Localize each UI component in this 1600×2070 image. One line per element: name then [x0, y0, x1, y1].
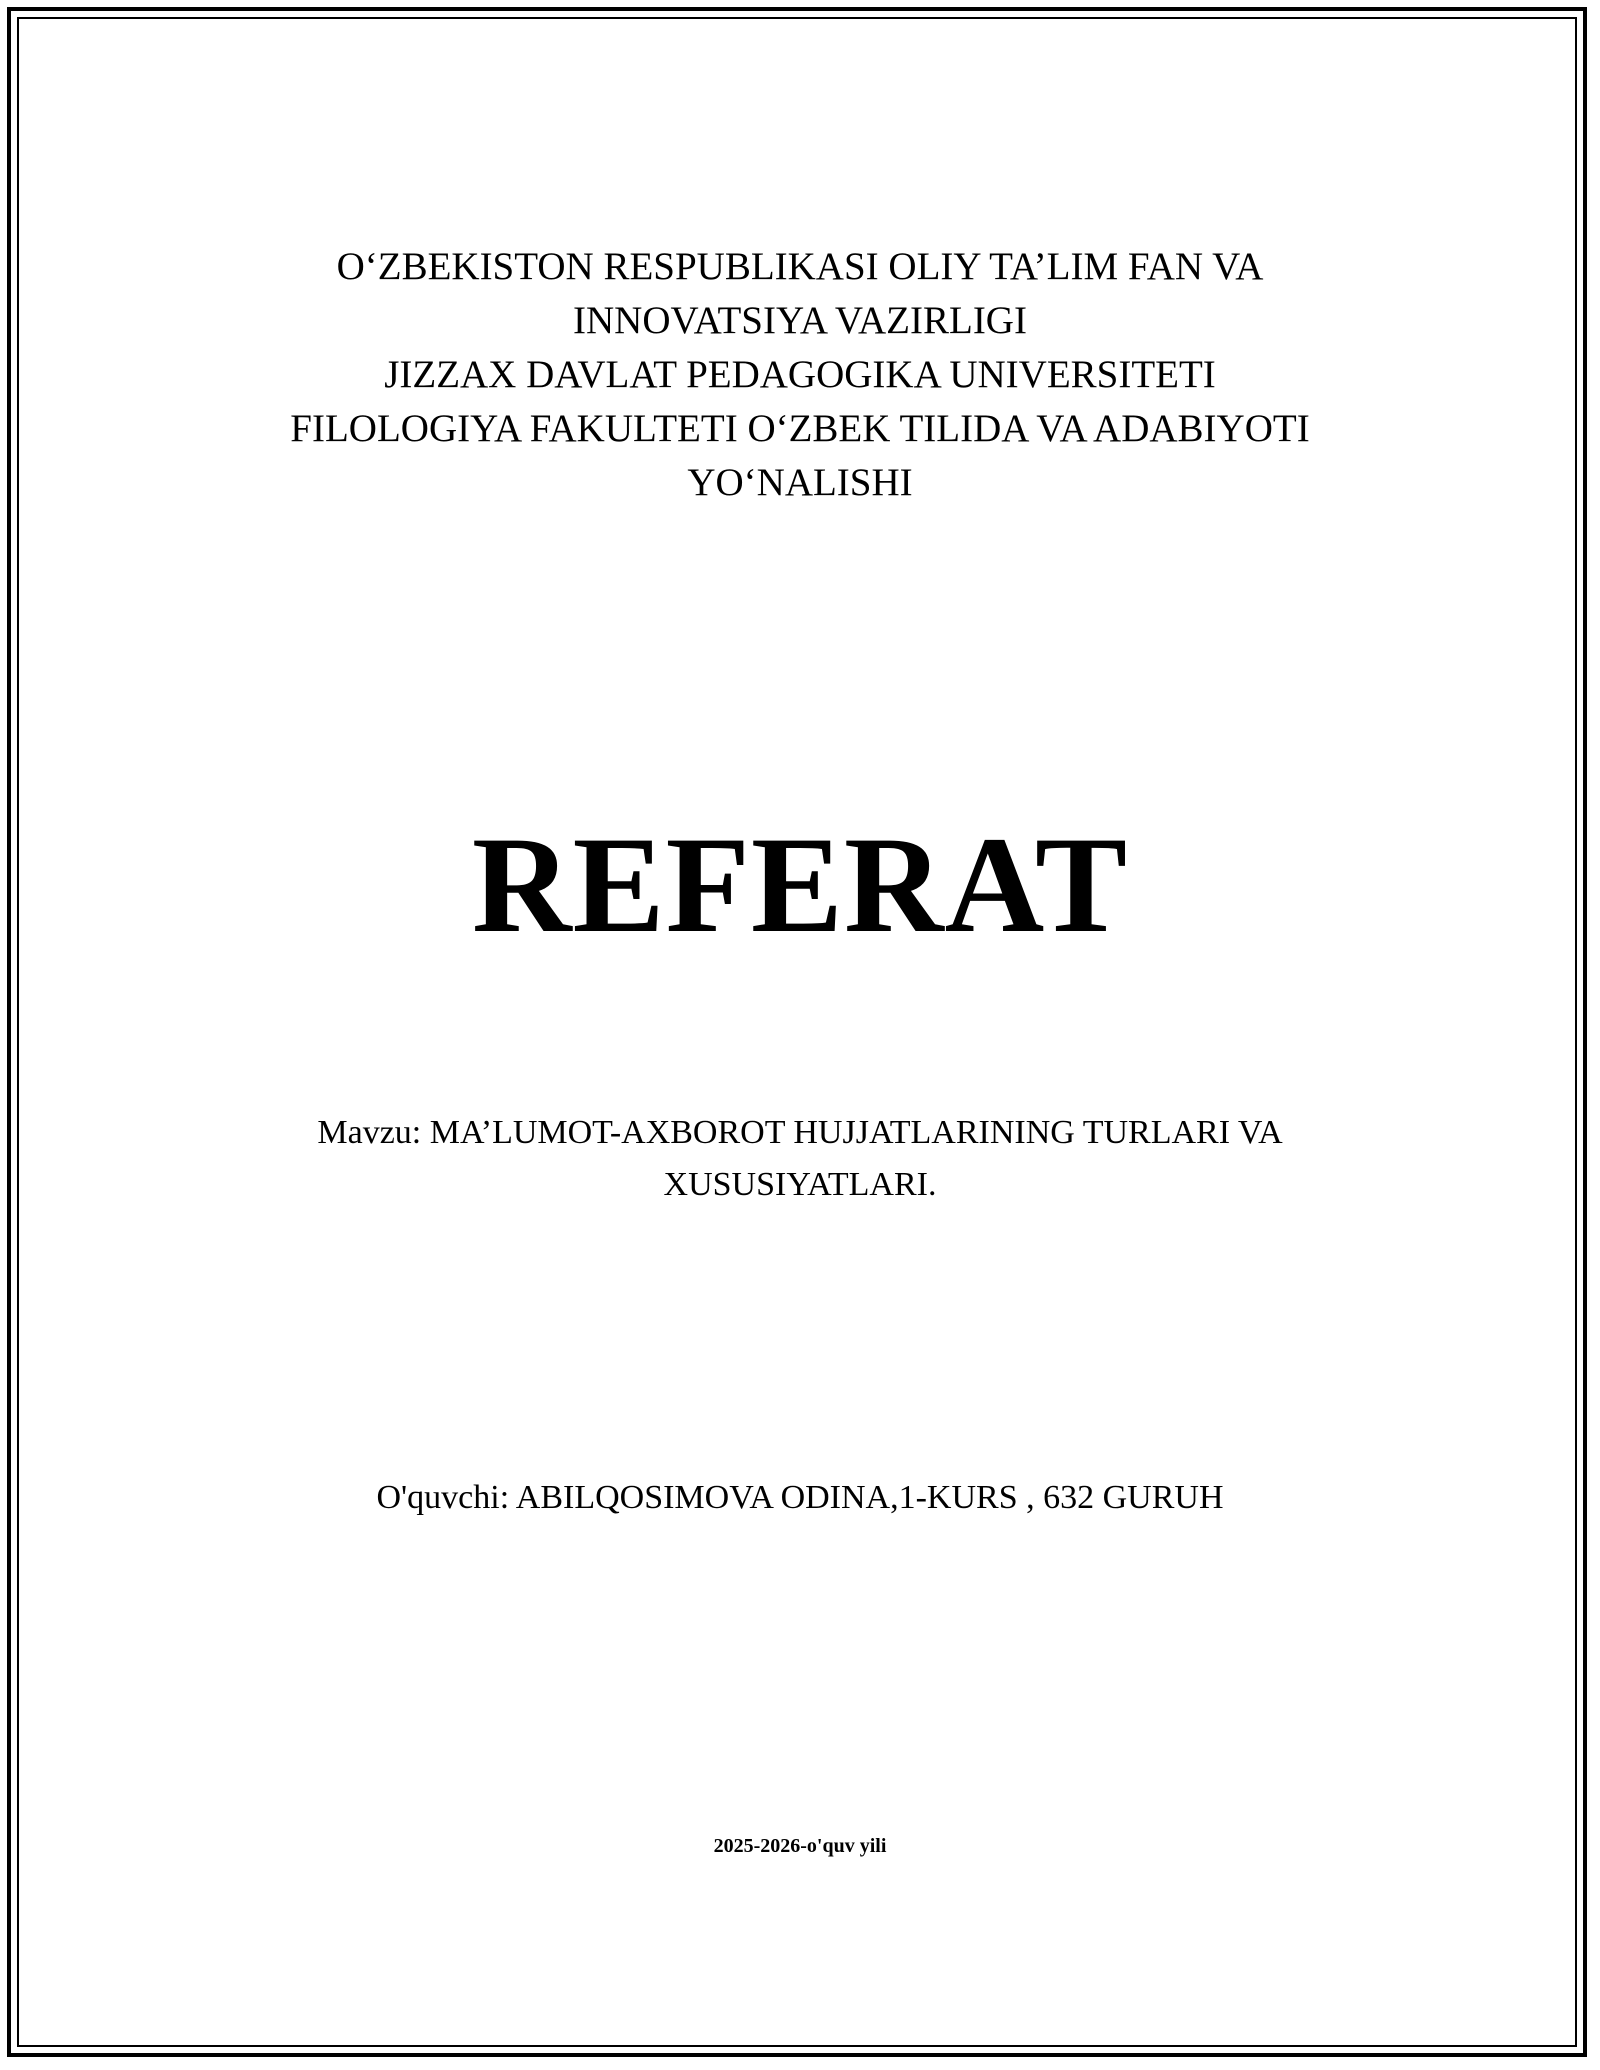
- header-line: YO‘NALISHI: [687, 461, 913, 504]
- topic-line: XUSUSIYATLARI.: [663, 1166, 937, 1203]
- header-line: JIZZAX DAVLAT PEDAGOGIKA UNIVERSITETI: [384, 353, 1216, 396]
- header-line: INNOVATSIYA VAZIRLIGI: [573, 299, 1027, 342]
- student-info: O'quvchi: ABILQOSIMOVA ODINA,1-KURS , 632 GURUH: [376, 1479, 1224, 1516]
- header-line: O‘ZBEKISTON RESPUBLIKASI OLIY TA’LIM FAN VA: [336, 245, 1264, 288]
- document-title: REFERAT: [471, 808, 1129, 961]
- institution-header: [0, 240, 1600, 510]
- header-line: FILOLOGIYA FAKULTETI O‘ZBEK TILIDA VA ADABIYOTI: [290, 407, 1310, 450]
- topic-line: Mavzu: MA’LUMOT-AXBOROT HUJJATLARINING TURLARI VA: [317, 1114, 1283, 1151]
- academic-year: 2025-2026-o'quv yili: [713, 1835, 887, 1857]
- topic-block: [0, 1107, 1600, 1211]
